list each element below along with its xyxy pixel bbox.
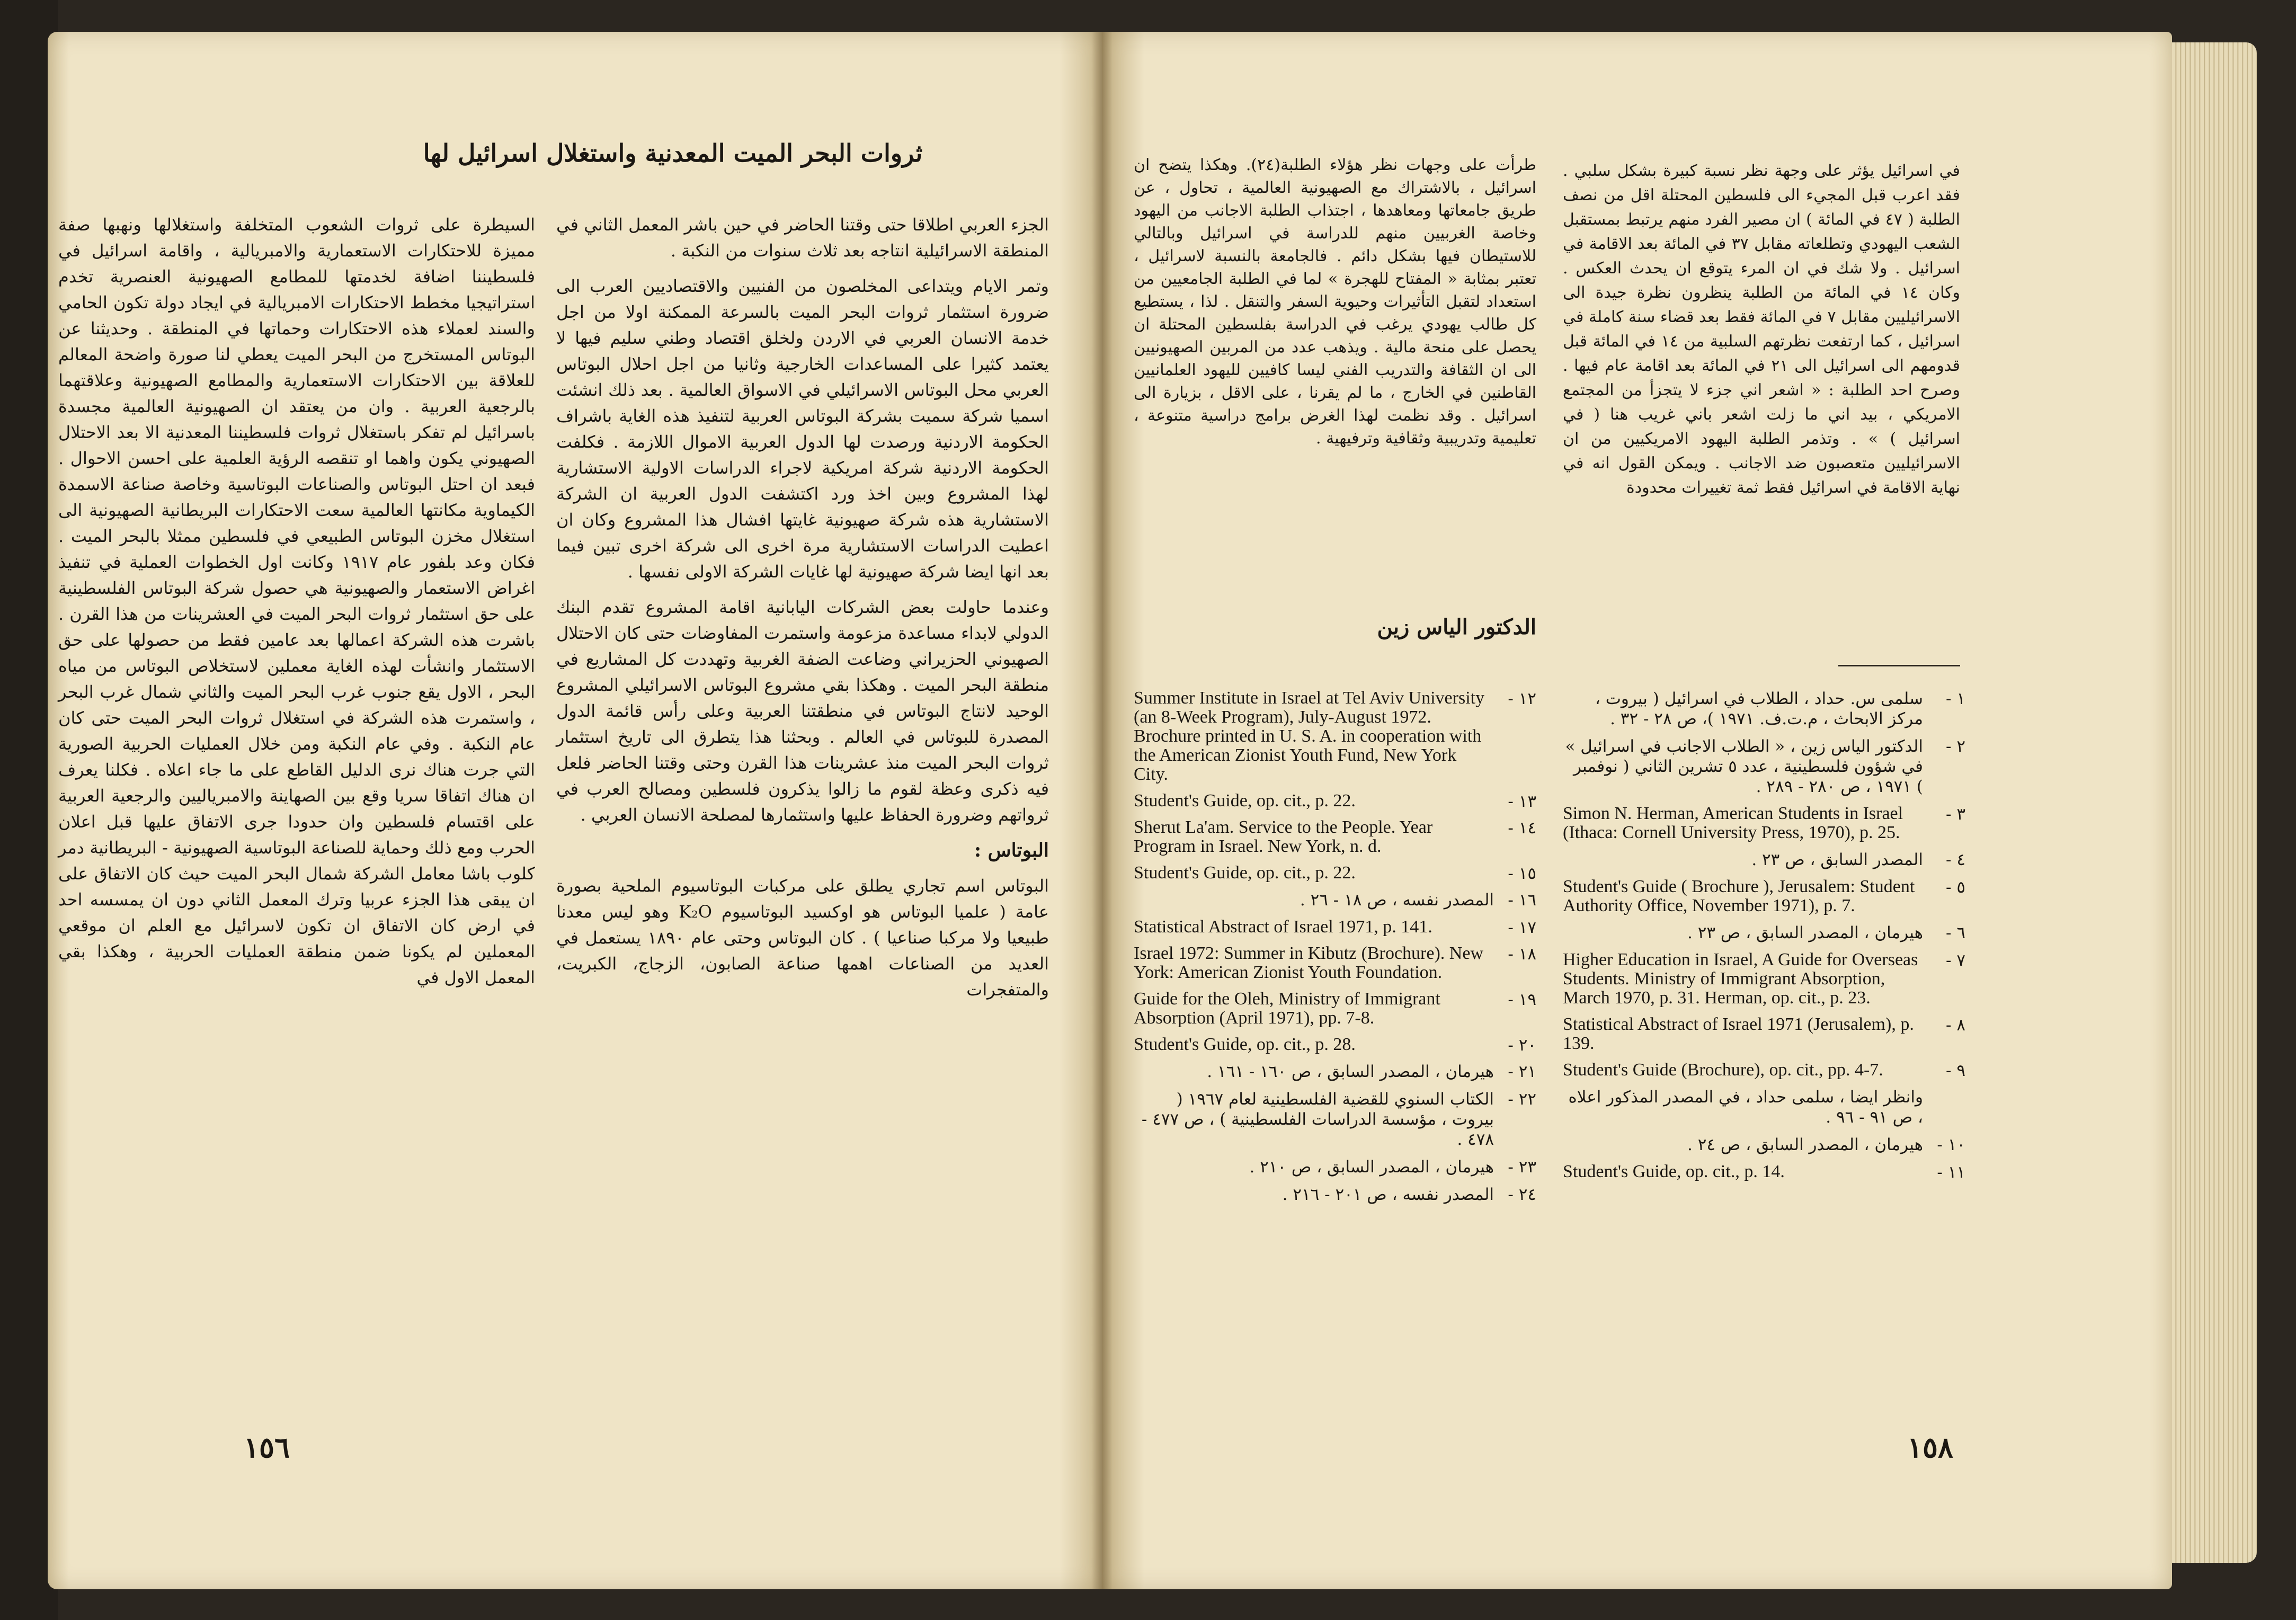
footnote-text: Student's Guide, op. cit., p. 22. bbox=[1134, 863, 1356, 883]
footnote-item bbox=[1134, 1062, 1536, 1082]
footnote-text: هيرمان ، المصدر السابق ، ص ٢٤ . bbox=[1687, 1135, 1923, 1154]
footnote-text: الدكتور الياس زين ، « الطلاب الاجانب في اسرائيل » في شؤون فلسطينية ، عدد ٥ تشرين الثاني ( نوفمبر ) ١٩٧١ ، ص ٢٨٠ - ٢٨٩ . bbox=[1565, 737, 1923, 796]
left-page-column-right bbox=[556, 212, 1049, 1012]
footnote-number: ١٠ - bbox=[1937, 1135, 1965, 1154]
footnote-number: ١ - bbox=[1946, 689, 1965, 708]
footnote-number: ١٩ - bbox=[1508, 990, 1536, 1009]
footnote-item bbox=[1134, 1035, 1536, 1054]
footnote-number: ٢٠ - bbox=[1508, 1036, 1536, 1055]
footnote-number: ٢ - bbox=[1946, 737, 1965, 756]
footnote-text: Statistical Abstract of Israel 1971, p. 141. bbox=[1134, 917, 1432, 937]
footnote-item bbox=[1563, 1087, 1965, 1127]
footnote-text: Student's Guide, op. cit., p. 14. bbox=[1563, 1162, 1785, 1181]
footnote-item bbox=[1563, 850, 1965, 870]
footnote-text: الكتاب السنوي للقضية الفلسطينية لعام ١٩٦٧ ( بيروت ، مؤسسة الدراسات الفلسطينية ) ، ص ٤٧٧ - ٤٧٨ . bbox=[1141, 1090, 1494, 1149]
footnote-text: المصدر السابق ، ص ٢٣ . bbox=[1751, 850, 1923, 869]
footnote-text: وانظر ايضا ، سلمى حداد ، في المصدر المذكور اعلاه ، ص ٩١ - ٩٦ . bbox=[1568, 1088, 1923, 1127]
footnote-item bbox=[1134, 791, 1536, 811]
footnote-item bbox=[1134, 1185, 1536, 1205]
paragraph: السيطرة على ثروات الشعوب المتخلفة واستغلالها ونهبها صفة مميزة للاحتكارات الاستعمارية والامبريالية ، واقامة اسرائيل في فلسطيننا اضافة لخدمتها للمطامع الصهيونية العنصرية تخدم استراتيجيا مخطط الاحتكارات الامبريالية في ايجاد دولة تكون الحامي والسند لعملاء هذه الاحتكارات وحماتها في المنطقة . وحديثنا عن البوتاس المستخرج من البحر الميت يعطي لنا صورة واضحة المعالم للعلاقة بين الاحتكارات الاستعمارية والمطامع الصهيونية وعلاقتهما بالرجعية العربية . وان من يعتقد ان الصهيونية العالمية مجسدة باسرائيل لم تفكر باستغلال ثروات فلسطيننا المعدنية الا بعد الاحتلال الصهيوني يكون واهما او تنقصه الرؤية العلمية على احسن الاحوال . فبعد ان احتل البوتاس والصناعات البوتاسية وخاصة صناعة الاسمدة الكيماوية مكانتها العالمية سعت الاحتكارات البريطانية الصهيونية الى استغلال مخزن البوتاس الطبيعي في فلسطين ممثلا بالبحر الميت . فكان وعد بلفور عام ١٩١٧ وكانت اول الخطوات العملية في تنفيذ اغراض الاستعمار والصهيونية هي حصول شركة البوتاس الفلسطينية على حق استثمار ثروات البحر الميت في العشرينات من هذا القرن . باشرت هذه الشركة اعمالها بعد عامين فقط من حصولها على حق الاستثمار وانشأت لهذه الغاية معملين لاستخلاص البوتاس من مياه البحر ، الاول يقع جنوب غرب البحر الميت والثاني شمال غرب البحر ، واستمرت هذه الشركة في استغلال ثروات البحر الميت حتى كان عام النكبة . وفي عام النكبة ومن خلال العمليات الحربية الصورية التي جرت هناك نرى الدليل القاطع على ما جاء اعلاه . فكلنا يعرف ان هناك اتفاقا سريا وقع بين الصهاينة والامبرياليين والرجعية العربية على اقتسام فلسطين وان حدودا جرى الاتفاق عليها قبل اعلان الحرب ومع ذلك وحماية للصناعة البوتاسية الصهيونية - البريطانية دمر كلوب باشا معامل الشركة شمال البحر الميت حيث كان الاتفاق على ان يبقى هذا الجزء عربيا وترك المعمل الثاني دون ان يمسسه احد في ارض كان الاتفاق ان تكون لاسرائيل مع العلم ان موقعي المعملين لم يكونا ضمن منطقة العمليات الحربية ، وهكذا بقي المعمل الاول في bbox=[58, 215, 536, 987]
footnote-item bbox=[1134, 1089, 1536, 1150]
footnote-text: هيرمان ، المصدر السابق ، ص ٢١٠ . bbox=[1249, 1158, 1494, 1177]
footnote-text: Statistical Abstract of Israel 1971 (Jerusalem), p. 139. bbox=[1563, 1014, 1914, 1053]
footnote-number: ١٨ - bbox=[1508, 945, 1536, 964]
footnote-text: Guide for the Oleh, Ministry of Immigrant Absorption (April 1971), pp. 7-8. bbox=[1134, 989, 1440, 1028]
footnote-text: Student's Guide, op. cit., p. 22. bbox=[1134, 791, 1356, 811]
footnote-number: ١٥ - bbox=[1508, 864, 1536, 883]
footnote-item bbox=[1563, 1015, 1965, 1053]
footnote-number: ٢٣ - bbox=[1508, 1158, 1536, 1177]
right-page-column-left: طرأت على وجهات نظر هؤلاء الطلبة(٢٤). وهكذا يتضح ان اسرائيل ، بالاشتراك مع الصهيونية العالمية ، تحاول ، عن طريق جامعاتها ومعاهدها ، اجتذاب الطلبة الاجانب من اليهود وخاصة الغربيين منهم للدراسة في اسرائيل وبالتالي للاستيطان فيها بشكل دائم . فالجامعة بالنسبة لاسرائيل ، تعتبر بمثابة « المفتاح للهجرة » لما في الطلبة الجامعيين من استعداد لتقبل التأثيرات وحيوية السفر والتنقل . لذا ، يستطيع كل طالب يهودي يرغب في الدراسة بفلسطين المحتلة ان يحصل على منحة مالية . ويذهب عدد من المربين الصهيونيين الى ان الثقافة والتدريب الفني ليسا كافيين لليهود العلمانيين القاطنين في الخارج ، ما لم يقرنا ، على الاقل ، بزيارة الى اسرائيل . وقد نظمت لهذا الغرض برامج دراسية متنوعة ، تعليمية وتدريبية وثقافية وترفيهية . bbox=[1134, 156, 1536, 448]
footnote-number: ٥ - bbox=[1946, 878, 1965, 897]
page-number-left: ١٥٦ bbox=[244, 1430, 290, 1464]
footnote-text: Simon N. Herman, American Students in Israel (Ithaca: Cornell University Press, 1970), p. 25. bbox=[1563, 804, 1903, 842]
footnote-item bbox=[1563, 1061, 1965, 1080]
footnote-item bbox=[1563, 804, 1965, 842]
footnote-item bbox=[1134, 990, 1536, 1028]
footnote-item bbox=[1134, 890, 1536, 910]
footnote-number: ٨ - bbox=[1946, 1016, 1965, 1035]
page-number-right: ١٥٨ bbox=[1907, 1430, 1954, 1464]
footnote-text: Student's Guide, op. cit., p. 28. bbox=[1134, 1035, 1356, 1054]
footnote-number: ١٦ - bbox=[1508, 891, 1536, 910]
footnote-number: ١٣ - bbox=[1508, 792, 1536, 811]
footnote-text: Student's Guide (Brochure), op. cit., pp. 4-7. bbox=[1563, 1060, 1883, 1080]
footnote-text: هيرمان ، المصدر السابق ، ص ٢٣ . bbox=[1687, 923, 1923, 942]
footnote-text: Summer Institute in Israel at Tel Aviv University (an 8-Week Program), July-August 1972. Brochure printed in U. S. A. in cooperation with the American Zionist Youth Fund, New York City. bbox=[1134, 688, 1485, 784]
footnote-item bbox=[1563, 1162, 1965, 1181]
footnote-number: ٢٢ - bbox=[1508, 1090, 1536, 1109]
footnote-number: ٢١ - bbox=[1508, 1062, 1536, 1081]
book-gutter bbox=[1091, 32, 1113, 1589]
footnote-item bbox=[1134, 944, 1536, 982]
footnote-item bbox=[1563, 877, 1965, 915]
footnote-text: Student's Guide ( Brochure ), Jerusalem: Student Authority Office, November 1971), p. 7. bbox=[1563, 877, 1915, 915]
article-title: ثروات البحر الميت المعدنية واستغلال اسرائيل لها bbox=[423, 139, 923, 167]
footnote-number: ٦ - bbox=[1946, 923, 1965, 942]
footnote-rule bbox=[1838, 665, 1960, 666]
footnote-number: ٩ - bbox=[1946, 1061, 1965, 1080]
footnote-text: هيرمان ، المصدر السابق ، ص ١٦٠ - ١٦١ . bbox=[1207, 1062, 1494, 1081]
footnote-item bbox=[1563, 689, 1965, 729]
paragraph: البوتاس اسم تجاري يطلق على مركبات البوتاسيوم الملحية بصورة عامة ( علميا البوتاس هو اوكسيد البوتاسيوم K₂O وهو ليس معدنا طبيعيا ولا مركبا صناعيا ) . كان البوتاس وحتى عام ١٨٩٠ يستعمل في العديد من الصناعات اهمها صناعة الصابون، الزجاج، الكبريت، والمتفجرات bbox=[556, 876, 1049, 1000]
footnote-number: ١٢ - bbox=[1508, 689, 1536, 708]
footnote-item bbox=[1563, 923, 1965, 943]
footnote-text: المصدر نفسه ، ص ١٨ - ٢٦ . bbox=[1300, 891, 1494, 910]
footnote-text: سلمى س. حداد ، الطلاب في اسرائيل ( بيروت ، مركز الابحاث ، م.ت.ف. ١٩٧١ )، ص ٢٨ - ٣٢ . bbox=[1595, 689, 1923, 728]
footnote-text: المصدر نفسه ، ص ٢٠١ - ٢١٦ . bbox=[1282, 1185, 1494, 1204]
footnote-item bbox=[1134, 818, 1536, 856]
footnote-item bbox=[1563, 1135, 1965, 1155]
footnote-number: ٧ - bbox=[1946, 951, 1965, 970]
footnote-number: ١٤ - bbox=[1508, 818, 1536, 838]
footnotes-right bbox=[1563, 689, 1965, 1189]
footnotes-left bbox=[1134, 689, 1536, 1212]
footnote-item bbox=[1134, 864, 1536, 883]
footnote-item bbox=[1134, 1157, 1536, 1177]
footnote-number: ١٧ - bbox=[1508, 918, 1536, 937]
left-page-column-left bbox=[58, 212, 535, 1000]
footnote-number: ٢٤ - bbox=[1508, 1185, 1536, 1204]
footnote-item bbox=[1563, 736, 1965, 797]
footnote-number: ٤ - bbox=[1946, 850, 1965, 869]
footnote-text: Higher Education in Israel, A Guide for Overseas Students. Ministry of Immigrant Absorption, March 1970, p. 31. Herman, op. cit., p. 23. bbox=[1563, 950, 1918, 1008]
section-heading: البوتاس : bbox=[974, 839, 1049, 861]
footnote-item bbox=[1134, 689, 1536, 784]
paragraph: وتمر الايام ويتداعى المخلصون من الفنيين والاقتصاديين العرب الى ضرورة استثمار ثروات البحر الميت بالسرعة الممكنة اولا من اجل خدمة الانسان العربي في الاردن ولخلق اقتصاد وطني سليم فيها لا يعتمد كثيرا على المساعدات الخارجية وثانيا من اجل احلال البوتاس العربي محل البوتاس الاسرائيلي في الاسواق العالمية . بعد ذلك انشئت اسميا شركة سميت بشركة البوتاس العربية لتنفيذ هذه الغاية باشراف الحكومة الاردنية ورصدت لها الدول العربية الاموال اللازمة . فكلفت الحكومة الاردنية شركة امريكية لاجراء الدراسات الاولية الاستشارية لهذا المشروع وبين اخذ ورد اكتشفت الدول العربية ان الشركة الاستشارية هذه شركة صهيونية غايتها افشال هذا المشروع وكان ان اعطيت الدراسات الاستشارية مرة اخرى الى شركة اخرى تبين فيما بعد انها ايضا شركة صهيونية لها غايات الشركة الاولى نفسها . bbox=[556, 276, 1049, 582]
footnote-item bbox=[1134, 918, 1536, 937]
footnote-text: Israel 1972: Summer in Kibutz (Brochure). New York: American Zionist Youth Foundation. bbox=[1134, 943, 1483, 982]
paragraph: الجزء العربي اطلاقا حتى وقتنا الحاضر في حين باشر المعمل الثاني في المنطقة الاسرائيلية انتاجه بعد ثلاث سنوات من النكبة . bbox=[556, 215, 1049, 261]
author-name: الدكتور الياس زين bbox=[1377, 615, 1536, 639]
footnote-item bbox=[1563, 950, 1965, 1008]
footnote-number: ٣ - bbox=[1946, 805, 1965, 824]
paragraph: وعندما حاولت بعض الشركات اليابانية اقامة المشروع تقدم البنك الدولي لابداء مساعدة مزعومة واستمرت المفاوضات حتى كان الاحتلال الصهيوني الحزيراني وضاعت الضفة الغربية وتهددت كل المشاريع في منطقة البحر الميت . وهكذا بقي مشروع البوتاس الاسرائيلي المشروع الوحيد لانتاج البوتاس في منطقتنا العربية وعلى رأس قائمة الدول المصدرة للبوتاس في العالم . وبحثنا هذا يتطرق الى تاريخ استثمار ثروات البحر الميت منذ عشرينات هذا القرن وحتى وقتنا الحاضر فلعل فيه ذكرى وعظة لقوم ما زالوا يذكرون فلسطين ومصالح العرب في ثرواتهم وضرورة الحفاظ عليها واستثمارها لمصلحة الانسان العربي . bbox=[556, 597, 1049, 825]
page-fore-edge bbox=[2172, 42, 2257, 1563]
footnote-text: Sherut La'am. Service to the People. Year Program in Israel. New York, n. d. bbox=[1134, 817, 1433, 856]
right-page-column-right: في اسرائيل يؤثر على وجهة نظر نسبة كبيرة بشكل سلبي . فقد اعرب قبل المجيء الى فلسطين المحتلة اقل من نصف الطلبة ( ٤٧ في المائة ) ان مصير الفرد منهم يرتبط بمستقبل الشعب اليهودي وتطلعاته مقابل ٣٧ في المائة بعد الاقامة في اسرائيل . ولا شك في ان المرء يتوقع ان يحدث العكس . وكان ١٤ في المائة من الطلبة ينظرون نظرة جيدة الى الاسرائيليين مقابل ٧ في المائة فقط بعد قضاء سنة كاملة في اسرائيل ، كما ارتفعت نظرتهم السلبية من ١٤ في المائة قبل قدومهم الى اسرائيل الى ٢١ في المائة بعد اقامة عام فيها . وصرح احد الطلبة : « اشعر اني جزء لا يتجزأ من المجتمع الامريكي ، بيد اني ما زلت اشعر باني غريب هنا ( في اسرائيل ) » . وتذمر الطلبة اليهود الامريكيين من ان الاسرائيليين متعصبون ضد الاجانب . ويمكن القول انه في نهاية الاقامة في اسرائيل فقط ثمة تغييرات محدودة bbox=[1563, 162, 1961, 497]
footnote-number: ١١ - bbox=[1937, 1163, 1965, 1182]
